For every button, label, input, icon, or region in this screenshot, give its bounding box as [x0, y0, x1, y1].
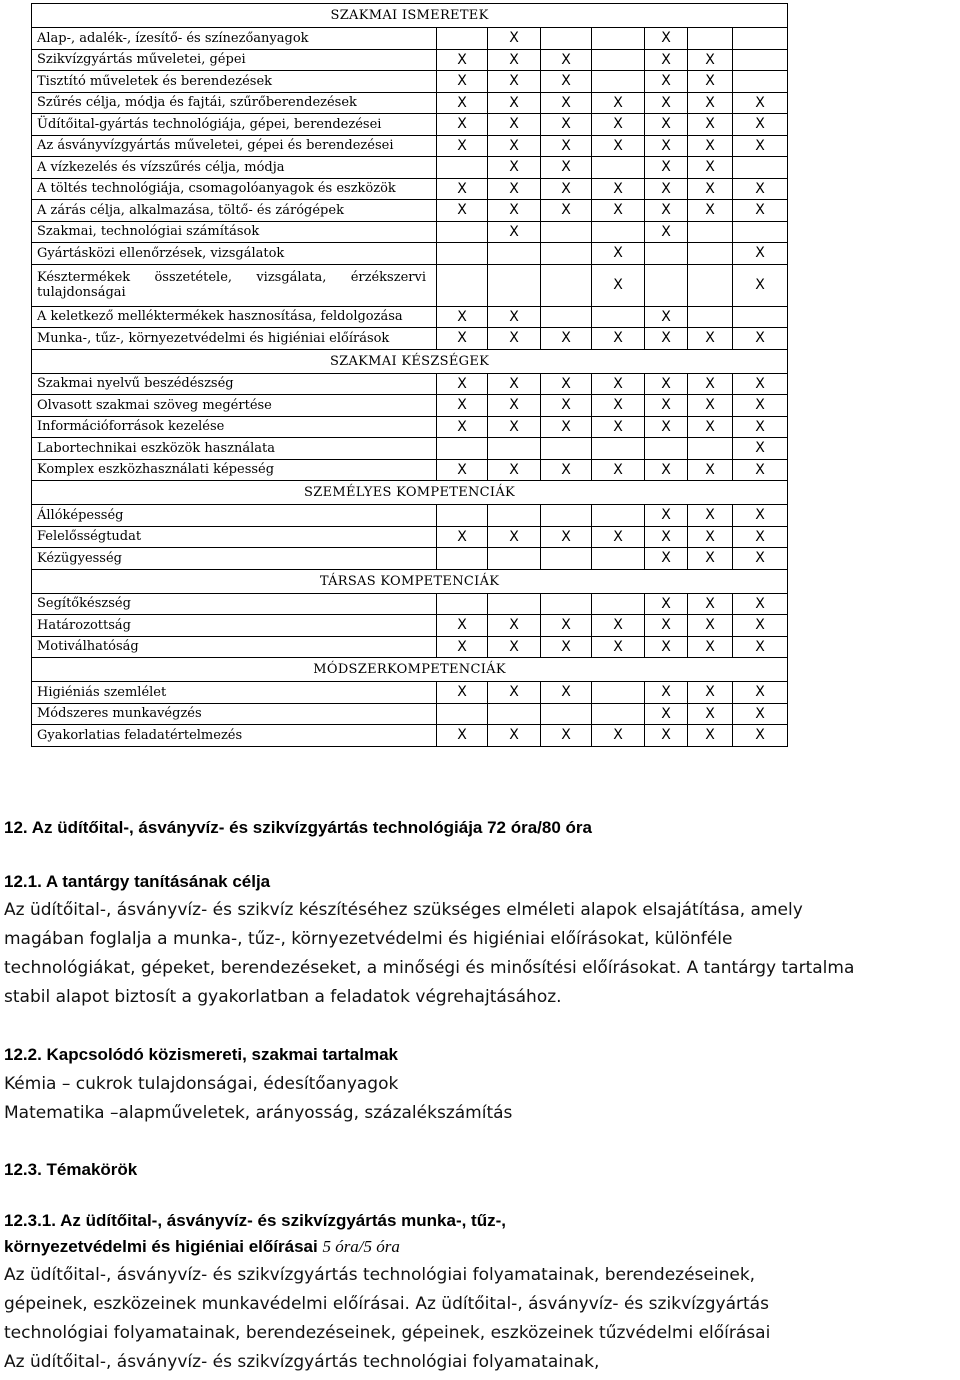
row-label: Motiválhatóság [32, 636, 437, 658]
table-row [32, 328, 788, 350]
heading-12-3-1-hours: 5 óra/5 óra [322, 1237, 400, 1256]
mark-cell: X [733, 526, 788, 548]
mark-cell: X [488, 221, 541, 243]
mark-cell [541, 438, 592, 460]
mark-cell: X [592, 395, 645, 417]
mark-cell [592, 505, 645, 527]
mark-cell: X [688, 395, 733, 417]
mark-cell [733, 49, 788, 71]
mark-cell: X [488, 157, 541, 179]
mark-cell: X [688, 135, 733, 157]
mark-cell: X [437, 200, 488, 222]
mark-cell: X [733, 114, 788, 136]
mark-cell: X [541, 373, 592, 395]
mark-cell [592, 221, 645, 243]
mark-cell [645, 438, 688, 460]
mark-cell: X [688, 71, 733, 93]
mark-cell: X [645, 416, 688, 438]
competency-matrix-table [31, 3, 788, 747]
mark-cell [541, 264, 592, 306]
table-row [32, 28, 788, 50]
table-row [32, 593, 788, 615]
mark-cell [592, 306, 645, 328]
mark-cell [437, 264, 488, 306]
mark-cell [541, 505, 592, 527]
mark-cell [688, 264, 733, 306]
mark-cell: X [437, 178, 488, 200]
row-label: Labortechnikai eszközök használata [32, 438, 437, 460]
mark-cell [437, 438, 488, 460]
mark-cell [488, 243, 541, 265]
table-row [32, 505, 788, 527]
mark-cell: X [688, 49, 733, 71]
row-label: Felelősségtudat [32, 526, 437, 548]
mark-cell [437, 157, 488, 179]
mark-cell: X [645, 92, 688, 114]
mark-cell [488, 548, 541, 570]
mark-cell: X [688, 157, 733, 179]
mark-cell: X [488, 114, 541, 136]
mark-cell [437, 703, 488, 725]
section-header-row [32, 658, 788, 682]
mark-cell: X [437, 395, 488, 417]
para-12-1-line: Az üdítőital-, ásványvíz- és szikvíz készítéséhez szükséges elméleti alapok elsajátítása, amely [4, 900, 803, 920]
mark-cell: X [592, 92, 645, 114]
mark-cell [592, 157, 645, 179]
section-title: TÁRSAS KOMPETENCIÁK [32, 569, 788, 593]
mark-cell: X [733, 395, 788, 417]
mark-cell [733, 28, 788, 50]
mark-cell: X [688, 92, 733, 114]
mark-cell: X [645, 28, 688, 50]
para-12-2 [4, 1070, 954, 1128]
table-row [32, 636, 788, 658]
table-row [32, 438, 788, 460]
mark-cell: X [733, 416, 788, 438]
mark-cell: X [488, 682, 541, 704]
mark-cell: X [592, 615, 645, 637]
mark-cell: X [733, 328, 788, 350]
row-label: A vízkezelés és vízszűrés célja, módja [32, 157, 437, 179]
mark-cell: X [437, 725, 488, 747]
mark-cell: X [733, 636, 788, 658]
heading-12: 12. Az üdítőital-, ásványvíz- és szikvízgyártás technológiája 72 óra/80 óra [4, 818, 592, 837]
row-label: Szakmai, technológiai számítások [32, 221, 437, 243]
mark-cell: X [645, 395, 688, 417]
row-label: Kézügyesség [32, 548, 437, 570]
section-title: SZAKMAI ISMERETEK [32, 4, 788, 28]
mark-cell [541, 703, 592, 725]
section-title: SZEMÉLYES KOMPETENCIÁK [32, 481, 788, 505]
table-row [32, 416, 788, 438]
mark-cell: X [733, 459, 788, 481]
mark-cell: X [592, 636, 645, 658]
table-row [32, 135, 788, 157]
mark-cell: X [541, 636, 592, 658]
mark-cell [688, 28, 733, 50]
mark-cell: X [541, 49, 592, 71]
mark-cell: X [645, 725, 688, 747]
section-header-row [32, 569, 788, 593]
mark-cell: X [437, 49, 488, 71]
mark-cell: X [592, 416, 645, 438]
row-label: A zárás célja, alkalmazása, töltő- és zárógépek [32, 200, 437, 222]
section-title: MÓDSZERKOMPETENCIÁK [32, 658, 788, 682]
mark-cell: X [592, 459, 645, 481]
para-12-2-line: Matematika –alapműveletek, arányosság, százalékszámítás [4, 1103, 513, 1123]
mark-cell: X [437, 682, 488, 704]
section-header-row [32, 349, 788, 373]
mark-cell: X [488, 178, 541, 200]
para-12-1-line: stabil alapot biztosít a gyakorlatban a feladatok végrehajtásához. [4, 987, 562, 1007]
heading-12-3-1-line2 [4, 1237, 954, 1257]
mark-cell [592, 71, 645, 93]
mark-cell [437, 548, 488, 570]
table-row [32, 373, 788, 395]
mark-cell [488, 438, 541, 460]
mark-cell: X [645, 328, 688, 350]
table-row [32, 703, 788, 725]
mark-cell: X [645, 71, 688, 93]
mark-cell [688, 221, 733, 243]
row-label: Az ásványvízgyártás műveletei, gépei és berendezései [32, 135, 437, 157]
mark-cell: X [733, 725, 788, 747]
mark-cell: X [733, 703, 788, 725]
mark-cell [733, 71, 788, 93]
mark-cell: X [437, 636, 488, 658]
mark-cell: X [541, 725, 592, 747]
table-row [32, 459, 788, 481]
mark-cell: X [592, 725, 645, 747]
table-row [32, 243, 788, 265]
mark-cell: X [733, 243, 788, 265]
mark-cell: X [645, 682, 688, 704]
table-row [32, 615, 788, 637]
row-label: Segítőkészség [32, 593, 437, 615]
row-label: Tisztító műveletek és berendezések [32, 71, 437, 93]
row-label: Módszeres munkavégzés [32, 703, 437, 725]
mark-cell: X [645, 200, 688, 222]
mark-cell: X [541, 157, 592, 179]
mark-cell: X [733, 264, 788, 306]
mark-cell: X [437, 416, 488, 438]
mark-cell: X [688, 505, 733, 527]
mark-cell [437, 243, 488, 265]
mark-cell: X [488, 28, 541, 50]
mark-cell: X [541, 526, 592, 548]
mark-cell [592, 548, 645, 570]
para-12-1-line: magában foglalja a munka-, tűz-, környezetvédelmi és higiéniai előírásokat, különféle [4, 929, 733, 949]
row-label: Gyártásközi ellenőrzések, vizsgálatok [32, 243, 437, 265]
mark-cell: X [541, 114, 592, 136]
table-row [32, 221, 788, 243]
mark-cell [688, 306, 733, 328]
mark-cell [488, 264, 541, 306]
mark-cell [733, 306, 788, 328]
row-label: Higiéniás szemlélet [32, 682, 437, 704]
mark-cell: X [645, 548, 688, 570]
mark-cell: X [688, 682, 733, 704]
mark-cell: X [733, 615, 788, 637]
mark-cell: X [437, 526, 488, 548]
matrix-body [32, 4, 788, 747]
mark-cell: X [592, 243, 645, 265]
mark-cell [592, 49, 645, 71]
heading-12-3-1-line1: 12.3.1. Az üdítőital-, ásványvíz- és szikvízgyártás munka-, tűz-, [4, 1211, 506, 1230]
mark-cell: X [437, 114, 488, 136]
row-label: Határozottság [32, 615, 437, 637]
mark-cell [488, 703, 541, 725]
heading-12-2: 12.2. Kapcsolódó közismereti, szakmai tartalmak [4, 1045, 399, 1064]
mark-cell: X [592, 373, 645, 395]
mark-cell: X [541, 459, 592, 481]
para-12-3-1 [4, 1261, 954, 1377]
mark-cell: X [645, 505, 688, 527]
mark-cell: X [688, 636, 733, 658]
mark-cell: X [541, 395, 592, 417]
para-12-1 [4, 896, 954, 1012]
mark-cell: X [688, 725, 733, 747]
mark-cell: X [733, 373, 788, 395]
table-row [32, 395, 788, 417]
mark-cell: X [488, 373, 541, 395]
mark-cell [541, 243, 592, 265]
mark-cell: X [488, 49, 541, 71]
mark-cell: X [733, 548, 788, 570]
mark-cell [488, 593, 541, 615]
table-row [32, 264, 788, 306]
mark-cell: X [733, 438, 788, 460]
row-label-word: vizsgálata, [256, 270, 327, 285]
table-row [32, 71, 788, 93]
mark-cell: X [645, 636, 688, 658]
mark-cell: X [645, 49, 688, 71]
row-label: Alap-, adalék-, ízesítő- és színezőanyagok [32, 28, 437, 50]
para-12-3-1-line: gépeinek, eszközeinek munkavédelmi előírásai. Az üdítőital-, ásványvíz- és szikvízgyártás [4, 1294, 769, 1314]
mark-cell: X [645, 593, 688, 615]
mark-cell: X [688, 615, 733, 637]
row-label: Információforrások kezelése [32, 416, 437, 438]
mark-cell: X [645, 615, 688, 637]
mark-cell: X [645, 114, 688, 136]
mark-cell: X [437, 373, 488, 395]
mark-cell [541, 28, 592, 50]
table-row [32, 49, 788, 71]
mark-cell: X [688, 703, 733, 725]
mark-cell: X [688, 416, 733, 438]
mark-cell: X [541, 135, 592, 157]
mark-cell [592, 28, 645, 50]
row-label: Szűrés célja, módja és fajtái, szűrőberendezések [32, 92, 437, 114]
mark-cell: X [437, 135, 488, 157]
mark-cell: X [541, 92, 592, 114]
mark-cell: X [645, 178, 688, 200]
mark-cell: X [688, 526, 733, 548]
mark-cell: X [592, 526, 645, 548]
mark-cell: X [688, 593, 733, 615]
mark-cell: X [592, 200, 645, 222]
mark-cell: X [437, 328, 488, 350]
mark-cell: X [488, 395, 541, 417]
section-title: SZAKMAI KÉSZSÉGEK [32, 349, 788, 373]
mark-cell: X [645, 221, 688, 243]
table-row [32, 178, 788, 200]
table-row [32, 200, 788, 222]
mark-cell [733, 221, 788, 243]
mark-cell [645, 243, 688, 265]
row-label-word: összetétele, [154, 270, 233, 285]
mark-cell: X [488, 636, 541, 658]
row-label: A keletkező melléktermékek hasznosítása, feldolgozása [32, 306, 437, 328]
row-label-word: Késztermékek [37, 270, 131, 285]
mark-cell: X [592, 264, 645, 306]
mark-cell: X [645, 306, 688, 328]
mark-cell: X [688, 178, 733, 200]
mark-cell: X [733, 200, 788, 222]
mark-cell: X [541, 682, 592, 704]
mark-cell: X [688, 548, 733, 570]
mark-cell: X [592, 178, 645, 200]
mark-cell: X [541, 615, 592, 637]
row-label: Gyakorlatias feladatértelmezés [32, 725, 437, 747]
table-row [32, 682, 788, 704]
mark-cell [437, 28, 488, 50]
mark-cell: X [592, 114, 645, 136]
mark-cell [488, 505, 541, 527]
table-row [32, 92, 788, 114]
row-label: Állóképesség [32, 505, 437, 527]
mark-cell: X [488, 92, 541, 114]
row-label: Üdítőital-gyártás technológiája, gépei, berendezései [32, 114, 437, 136]
mark-cell: X [437, 306, 488, 328]
para-12-1-line: technológiákat, gépeket, berendezéseket, a minőségi és minősítési előírásokat. A tantárgy tartalma [4, 958, 855, 978]
mark-cell [437, 593, 488, 615]
row-label: Szakmai nyelvű beszédészség [32, 373, 437, 395]
mark-cell: X [541, 71, 592, 93]
mark-cell: X [645, 459, 688, 481]
para-12-3-1-line: technológiai folyamatainak, berendezéseinek, gépeinek, eszközeinek tűzvédelmi előírásai [4, 1323, 771, 1343]
table-row [32, 725, 788, 747]
mark-cell [437, 221, 488, 243]
para-12-3-1-line: Az üdítőital-, ásványvíz- és szikvízgyártás technológiai folyamatainak, [4, 1352, 600, 1372]
para-12-2-line: Kémia – cukrok tulajdonságai, édesítőanyagok [4, 1074, 399, 1094]
para-12-3-1-line: Az üdítőital-, ásványvíz- és szikvízgyártás technológiai folyamatainak, berendezéseinek, [4, 1265, 756, 1285]
row-label: Szikvízgyártás műveletei, gépei [32, 49, 437, 71]
mark-cell [688, 438, 733, 460]
mark-cell: X [437, 615, 488, 637]
mark-cell: X [437, 92, 488, 114]
mark-cell: X [592, 328, 645, 350]
mark-cell: X [733, 178, 788, 200]
table-row [32, 548, 788, 570]
mark-cell: X [733, 682, 788, 704]
mark-cell: X [488, 71, 541, 93]
mark-cell: X [688, 114, 733, 136]
mark-cell: X [541, 200, 592, 222]
mark-cell: X [733, 593, 788, 615]
mark-cell: X [488, 306, 541, 328]
mark-cell [592, 682, 645, 704]
mark-cell: X [688, 459, 733, 481]
mark-cell: X [733, 92, 788, 114]
heading-12-3: 12.3. Témakörök [4, 1160, 138, 1179]
mark-cell [592, 438, 645, 460]
mark-cell: X [488, 328, 541, 350]
mark-cell: X [488, 615, 541, 637]
mark-cell: X [437, 71, 488, 93]
mark-cell: X [488, 416, 541, 438]
section-header-row [32, 481, 788, 505]
mark-cell: X [541, 178, 592, 200]
mark-cell: X [541, 416, 592, 438]
mark-cell [645, 264, 688, 306]
mark-cell: X [733, 135, 788, 157]
row-label: Komplex eszközhasználati képesség [32, 459, 437, 481]
mark-cell [688, 243, 733, 265]
mark-cell: X [488, 135, 541, 157]
row-label-word: érzékszervi [350, 270, 426, 285]
mark-cell: X [645, 526, 688, 548]
mark-cell: X [488, 200, 541, 222]
mark-cell: X [688, 328, 733, 350]
mark-cell [541, 548, 592, 570]
mark-cell: X [645, 373, 688, 395]
mark-cell: X [592, 135, 645, 157]
table-row [32, 526, 788, 548]
mark-cell: X [688, 373, 733, 395]
table-row [32, 306, 788, 328]
mark-cell: X [488, 725, 541, 747]
heading-12-1: 12.1. A tantárgy tanításának célja [4, 872, 271, 891]
row-label [32, 264, 437, 306]
mark-cell: X [645, 135, 688, 157]
mark-cell: X [645, 703, 688, 725]
mark-cell: X [541, 328, 592, 350]
mark-cell [592, 593, 645, 615]
mark-cell [437, 505, 488, 527]
row-label: Munka-, tűz-, környezetvédelmi és higiéniai előírások [32, 328, 437, 350]
heading-12-3-1-title: környezetvédelmi és higiéniai előírásai [4, 1237, 318, 1256]
mark-cell [541, 593, 592, 615]
table-row [32, 157, 788, 179]
mark-cell: X [488, 459, 541, 481]
row-label: Olvasott szakmai szöveg megértése [32, 395, 437, 417]
mark-cell: X [733, 505, 788, 527]
row-label: A töltés technológiája, csomagolóanyagok és eszközök [32, 178, 437, 200]
mark-cell [541, 306, 592, 328]
mark-cell: X [645, 157, 688, 179]
mark-cell [541, 221, 592, 243]
mark-cell [592, 703, 645, 725]
mark-cell: X [488, 526, 541, 548]
mark-cell: X [437, 459, 488, 481]
mark-cell [733, 157, 788, 179]
mark-cell: X [688, 200, 733, 222]
row-label-line2: tulajdonságai [37, 285, 126, 300]
section-header-row [32, 4, 788, 28]
table-row [32, 114, 788, 136]
